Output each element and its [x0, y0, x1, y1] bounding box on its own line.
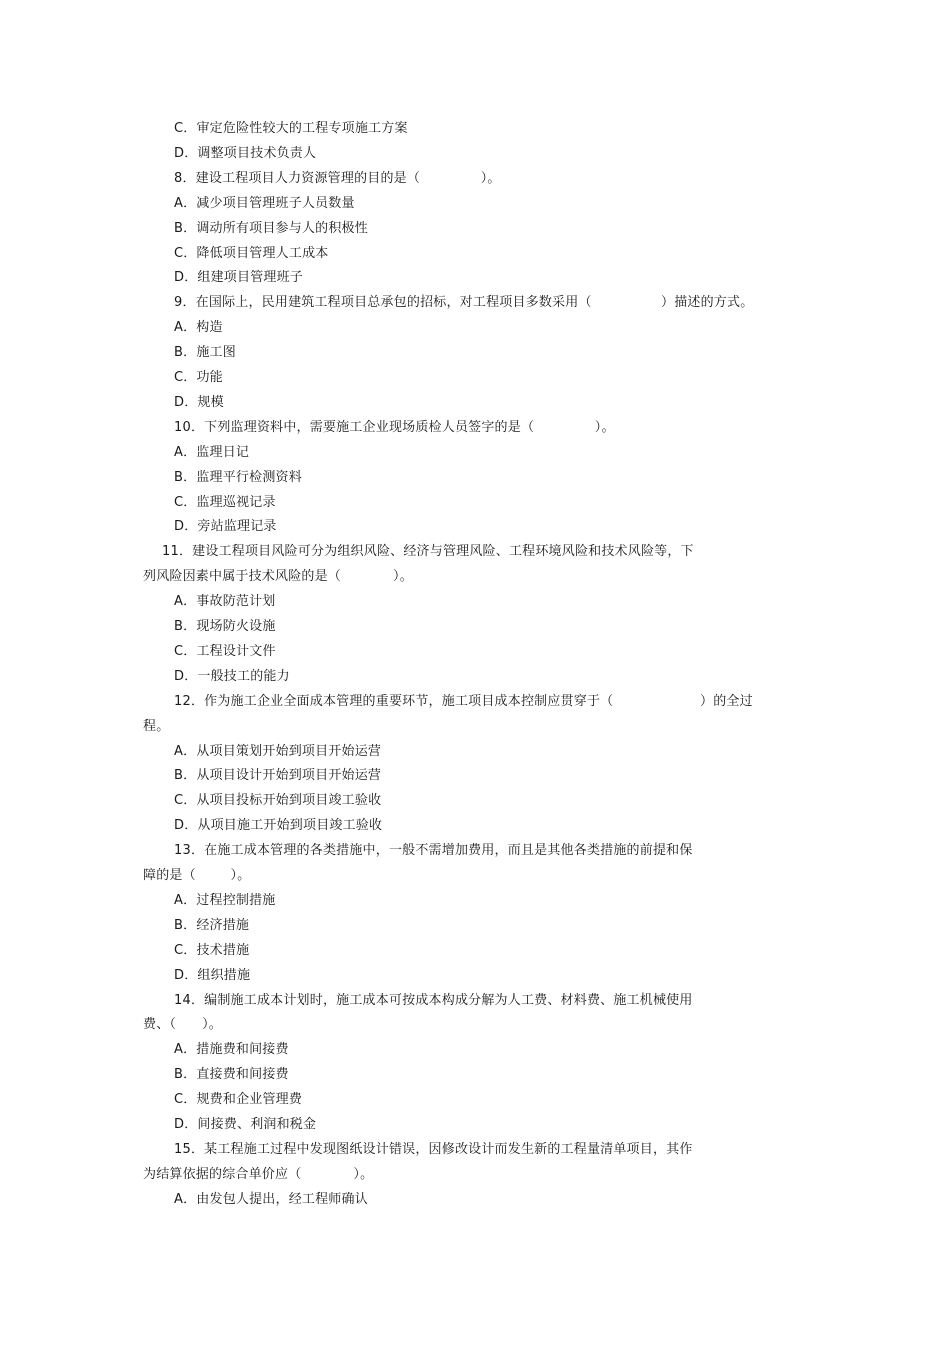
text-line: D．组建项目管理班子 [174, 270, 304, 286]
text-line: 为结算依据的综合单价应（ ）。 [143, 1166, 374, 1182]
text-line: D．旁站监理记录 [174, 519, 277, 535]
text-line: A．由发包人提出，经工程师确认 [174, 1191, 368, 1207]
text-line: 费、（ ）。 [143, 1017, 222, 1033]
text-line: A．从项目策划开始到项目开始运营 [174, 743, 382, 759]
text-line: B．施工图 [174, 345, 236, 361]
text-line: D．一般技工的能力 [174, 668, 290, 684]
text-line: 12．作为施工企业全面成本管理的重要环节，施工项目成本控制应贯穿于（ ）的全过 [174, 693, 753, 709]
text-line: C．功能 [174, 370, 223, 385]
text-line: B．现场防火设施 [174, 619, 276, 634]
text-line: D．间接费、利润和税金 [174, 1117, 317, 1132]
text-line: 11．建设工程项目风险可分为组织风险、经济与管理风险、工程环境风险和技术风险等，下 [162, 544, 694, 560]
text-line: A．事故防范计划 [174, 594, 276, 610]
text-line: 10．下列监理资料中，需要施工企业现场质检人员签字的是（ ）。 [174, 419, 615, 435]
text-line: 13．在施工成本管理的各类措施中，一般不需增加费用，而且是其他各类措施的前提和保 [174, 843, 693, 859]
text-line: A．过程控制措施 [174, 892, 276, 908]
text-line: C．审定危险性较大的工程专项施工方案 [174, 121, 408, 136]
text-line: D．组织措施 [174, 967, 251, 983]
text-line: A．减少项目管理班子人员数量 [174, 195, 355, 211]
text-line: 8．建设工程项目人力资源管理的目的是（ ）。 [174, 170, 501, 186]
text-line: B．调动所有项目参与人的积极性 [174, 220, 368, 236]
text-line: D．调整项目技术负责人 [174, 145, 317, 161]
text-line: B．直接费和间接费 [174, 1067, 289, 1083]
text-line: D．从项目施工开始到项目竣工验收 [174, 818, 383, 834]
text-line: B．监理平行检测资料 [174, 469, 302, 485]
text-line: 15．某工程施工过程中发现图纸设计错误，因修改设计而发生新的工程量清单项目，其作 [174, 1141, 693, 1157]
text-line: C．技术措施 [174, 942, 250, 958]
text-line: C．监理巡视记录 [174, 494, 276, 510]
text-line: C．工程设计文件 [174, 643, 276, 659]
text-line: B．经济措施 [174, 917, 250, 933]
text-line: 14．编制施工成本计划时，施工成本可按成本构成分解为人工费、材料费、施工机械使用 [174, 992, 693, 1008]
text-line: A．措施费和间接费 [174, 1042, 289, 1058]
text-line: A．监理日记 [174, 444, 250, 460]
text-line: 9．在国际上，民用建筑工程项目总承包的招标，对工程项目多数采用（ ）描述的方式。 [174, 295, 754, 311]
text-line: C．从项目投标开始到项目竣工验收 [174, 793, 382, 809]
text-line: 程。 [143, 718, 170, 734]
text-line: B．从项目设计开始到项目开始运营 [174, 768, 382, 784]
text-line: D．规模 [174, 394, 224, 410]
text-line: 列风险因素中属于技术风险的是（ ）。 [143, 569, 413, 585]
text-line: C．规费和企业管理费 [174, 1092, 303, 1108]
text-line: 障的是（ ）。 [143, 868, 251, 883]
text-line: A．构造 [174, 320, 223, 336]
text-line: C．降低项目管理人工成本 [174, 245, 329, 261]
